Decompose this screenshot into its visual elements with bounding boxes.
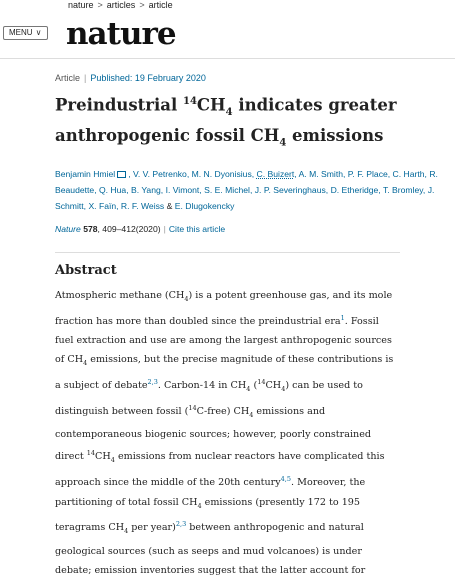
article-content [55,72,450,580]
article-title [55,90,450,154]
author-link[interactable]: B. Yang [130,185,161,196]
author-link[interactable]: P. F. Place [347,169,388,180]
author-link[interactable]: Benjamin Hmiel [55,169,116,180]
author-link[interactable]: S. E. Michel [204,185,250,196]
title-subscript: 4 [225,106,233,118]
cite-this-article-link[interactable]: Cite this article [168,224,226,235]
title-text: Preindustrial [55,95,183,115]
journal-volume: 578 [83,224,98,235]
email-icon[interactable] [117,171,126,178]
menu-label: MENU [9,28,33,37]
author-link[interactable]: I. Vimont [165,185,200,196]
journal-pages: , 409–412(2020) [97,224,161,235]
title-text: CH [196,95,226,115]
abstract-text: Atmospheric methane $(CH_4)$ is a potent greenhouse gas, and its mole fraction has more than doubled since the preindustrial era$^1$. Fossil fuel extraction and use are among the largest anthropogenic sources of $CH_4$ emissions, but the precise magnitude of these contributions is a subject of debate$^{2,3}$. Carbon-14 in $CH_4$ $(^{14}CH_4)$ can be used to distinguish between fossil ($^{14}$C-free) $CH_4$ emissions and contemporaneous biogenic sources; however, poorly constrained direct $^{14}CH_4$ emissions from nuclear reactors have complicated this approach since the middle of the 20th century$^{4,5}$. Moreover, the partitioning of total fossil $CH_4$ emissions (presently 172 to 195 teragrams $CH_4$ per year)$^{2,3}$ between anthropogenic and natural geological sources (such as seeps and mud volcanoes) is under debate; emission inventories suggest that the latter account for [55,290,394,576]
title-superscript: 14 [182,96,197,107]
abstract-divider [55,252,400,253]
author-link[interactable]: R. F. Weiss [120,201,165,212]
nature-logo[interactable]: nature [66,16,176,52]
breadcrumb-separator-icon: > [97,0,103,10]
author-link[interactable]: Q. Hua [98,185,127,196]
author-list: Benjamin Hmiel , V. V. Petrenko, M. N. Dyonisius, C. Buizert, A. M. Smith, P. F. Place, C. Harth, R. Beaudette, Q. Hua, B. Yang, I. Vimont, S. E. Michel, J. P. Severinghaus, D. Etheridge, T. Bromley, J. Schmitt, X. Faïn, R. F. Weiss & E. Dlugokencky [55,169,438,212]
breadcrumb-item-articles[interactable]: articles [106,0,136,10]
author-link[interactable]: J. P. Severinghaus [254,185,326,196]
author-link[interactable]: C. Buizert [256,169,295,180]
author-link[interactable]: A. M. Smith [298,169,344,180]
author-link[interactable]: E. Dlugokencky [174,201,235,212]
author-link[interactable]: C. Harth [392,169,425,180]
journal-name[interactable]: Nature [55,224,81,235]
header-divider [0,58,455,59]
breadcrumb-item-article: article [148,0,173,10]
breadcrumb-separator-icon: > [139,0,145,10]
author-link[interactable]: T. Bromley [382,185,423,196]
title-text: emissions [286,125,384,145]
author-link[interactable]: V. V. Petrenko [132,169,187,180]
title-text: indicates greater [232,95,397,115]
author-link[interactable]: D. Etheridge [330,185,379,196]
author-ampersand: & [166,201,173,212]
article-type: Article [55,73,81,83]
chevron-down-icon: ∨ [35,28,42,37]
meta-divider: | [84,73,87,83]
author-link[interactable]: M. N. Dyonisius [191,169,252,180]
citation-divider: | [163,224,166,235]
citation-line [55,222,450,236]
author-link[interactable]: X. Faïn [88,201,117,212]
author-link[interactable]: R. Beaudette [55,169,438,196]
top-navigation [0,14,455,56]
published-date: Published: 19 February 2020 [90,73,206,83]
menu-button[interactable] [3,26,48,40]
article-meta [55,72,450,84]
title-text: anthropogenic fossil CH [55,125,280,145]
breadcrumb [0,0,455,13]
abstract-heading: Abstract [55,263,117,279]
title-subscript: 4 [279,137,287,149]
author-link[interactable]: J. Schmitt [55,185,435,212]
breadcrumb-item-nature[interactable]: nature [68,0,94,10]
